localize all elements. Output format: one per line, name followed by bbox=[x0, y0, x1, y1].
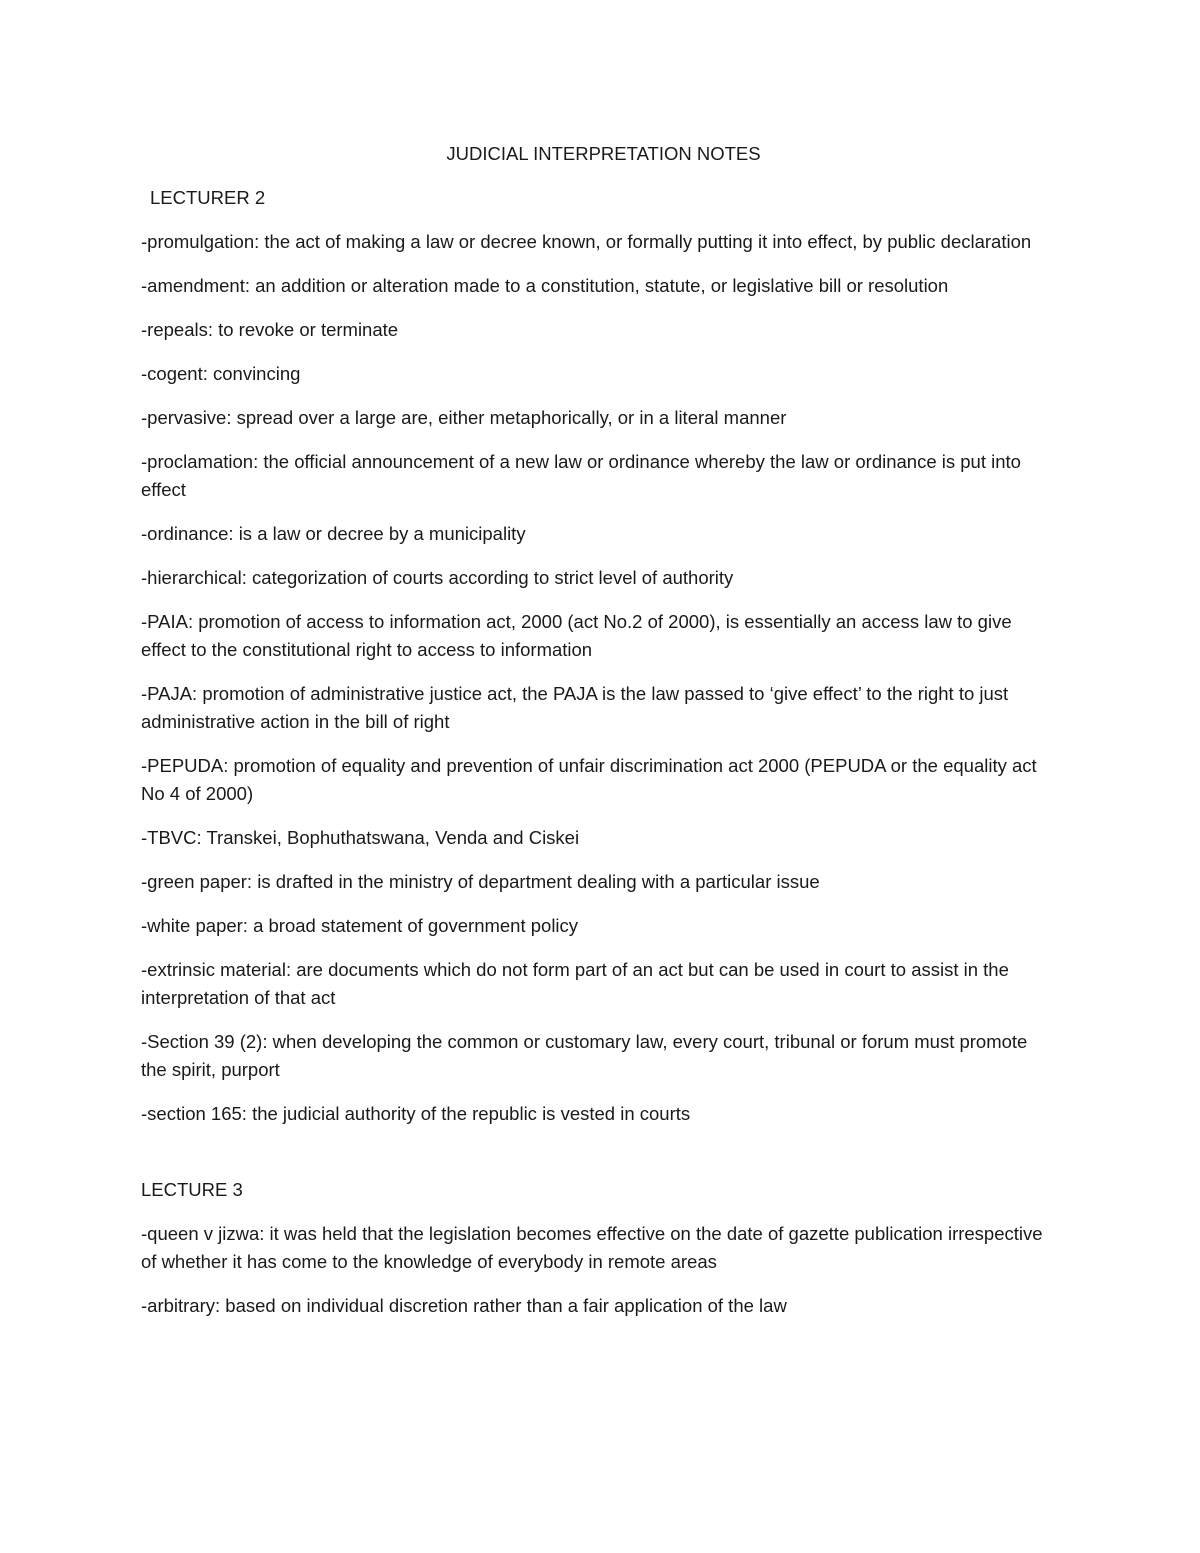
section-lecture-3 bbox=[141, 1176, 1056, 1320]
definition-item: -cogent: convincing bbox=[141, 363, 301, 384]
definition-item: -arbitrary: based on individual discretion rather than a fair application of the law bbox=[141, 1295, 787, 1316]
definition-item: -TBVC: Transkei, Bophuthatswana, Venda and Ciskei bbox=[141, 827, 580, 848]
definition-item: -hierarchical: categorization of courts according to strict level of authority bbox=[141, 567, 734, 588]
definition-list bbox=[141, 1220, 1056, 1320]
document-title: JUDICIAL INTERPRETATION NOTES bbox=[446, 143, 761, 164]
definition-item: -ordinance: is a law or decree by a municipality bbox=[141, 523, 526, 544]
definition-item: -PAJA: promotion of administrative justice act, the PAJA is the law passed to ‘give effect’ to the right to just administrative action in the bill of right bbox=[141, 683, 1009, 732]
section-heading: LECTURE 3 bbox=[141, 1179, 243, 1200]
document-body bbox=[141, 140, 1056, 1336]
definition-item: -PAIA: promotion of access to information act, 2000 (act No.2 of 2000), is essentially an access law to give effect to the constitutional right to access to information bbox=[141, 611, 1012, 660]
definition-item: -PEPUDA: promotion of equality and prevention of unfair discrimination act 2000 (PEPUDA or the equality act No 4 of 2000) bbox=[141, 755, 1037, 804]
definition-item: -white paper: a broad statement of government policy bbox=[141, 915, 579, 936]
definition-item: -amendment: an addition or alteration made to a constitution, statute, or legislative bill or resolution bbox=[141, 275, 949, 296]
section-heading: LECTURER 2 bbox=[150, 187, 266, 208]
definition-item: -repeals: to revoke or terminate bbox=[141, 319, 399, 340]
definition-item: -proclamation: the official announcement of a new law or ordinance whereby the law or ordinance is put into effect bbox=[141, 451, 1021, 500]
definition-item: -queen v jizwa: it was held that the legislation becomes effective on the date of gazette publication irrespective of whether it has come to the knowledge of everybody in remote areas bbox=[141, 1223, 1043, 1272]
definition-item: -extrinsic material: are documents which do not form part of an act but can be used in court to assist in the interpretation of that act bbox=[141, 959, 1009, 1008]
definition-item: -section 165: the judicial authority of the republic is vested in courts bbox=[141, 1103, 691, 1124]
definition-item: -pervasive: spread over a large are, either metaphorically, or in a literal manner bbox=[141, 407, 787, 428]
definition-item: -Section 39 (2): when developing the common or customary law, every court, tribunal or forum must promote the spirit, purport bbox=[141, 1031, 1028, 1080]
definition-item: -promulgation: the act of making a law or decree known, or formally putting it into effect, by public declaration bbox=[141, 231, 1032, 252]
definition-item: -green paper: is drafted in the ministry of department dealing with a particular issue bbox=[141, 871, 820, 892]
definition-list bbox=[141, 228, 1056, 1128]
section-lecturer-2 bbox=[141, 184, 1056, 1128]
